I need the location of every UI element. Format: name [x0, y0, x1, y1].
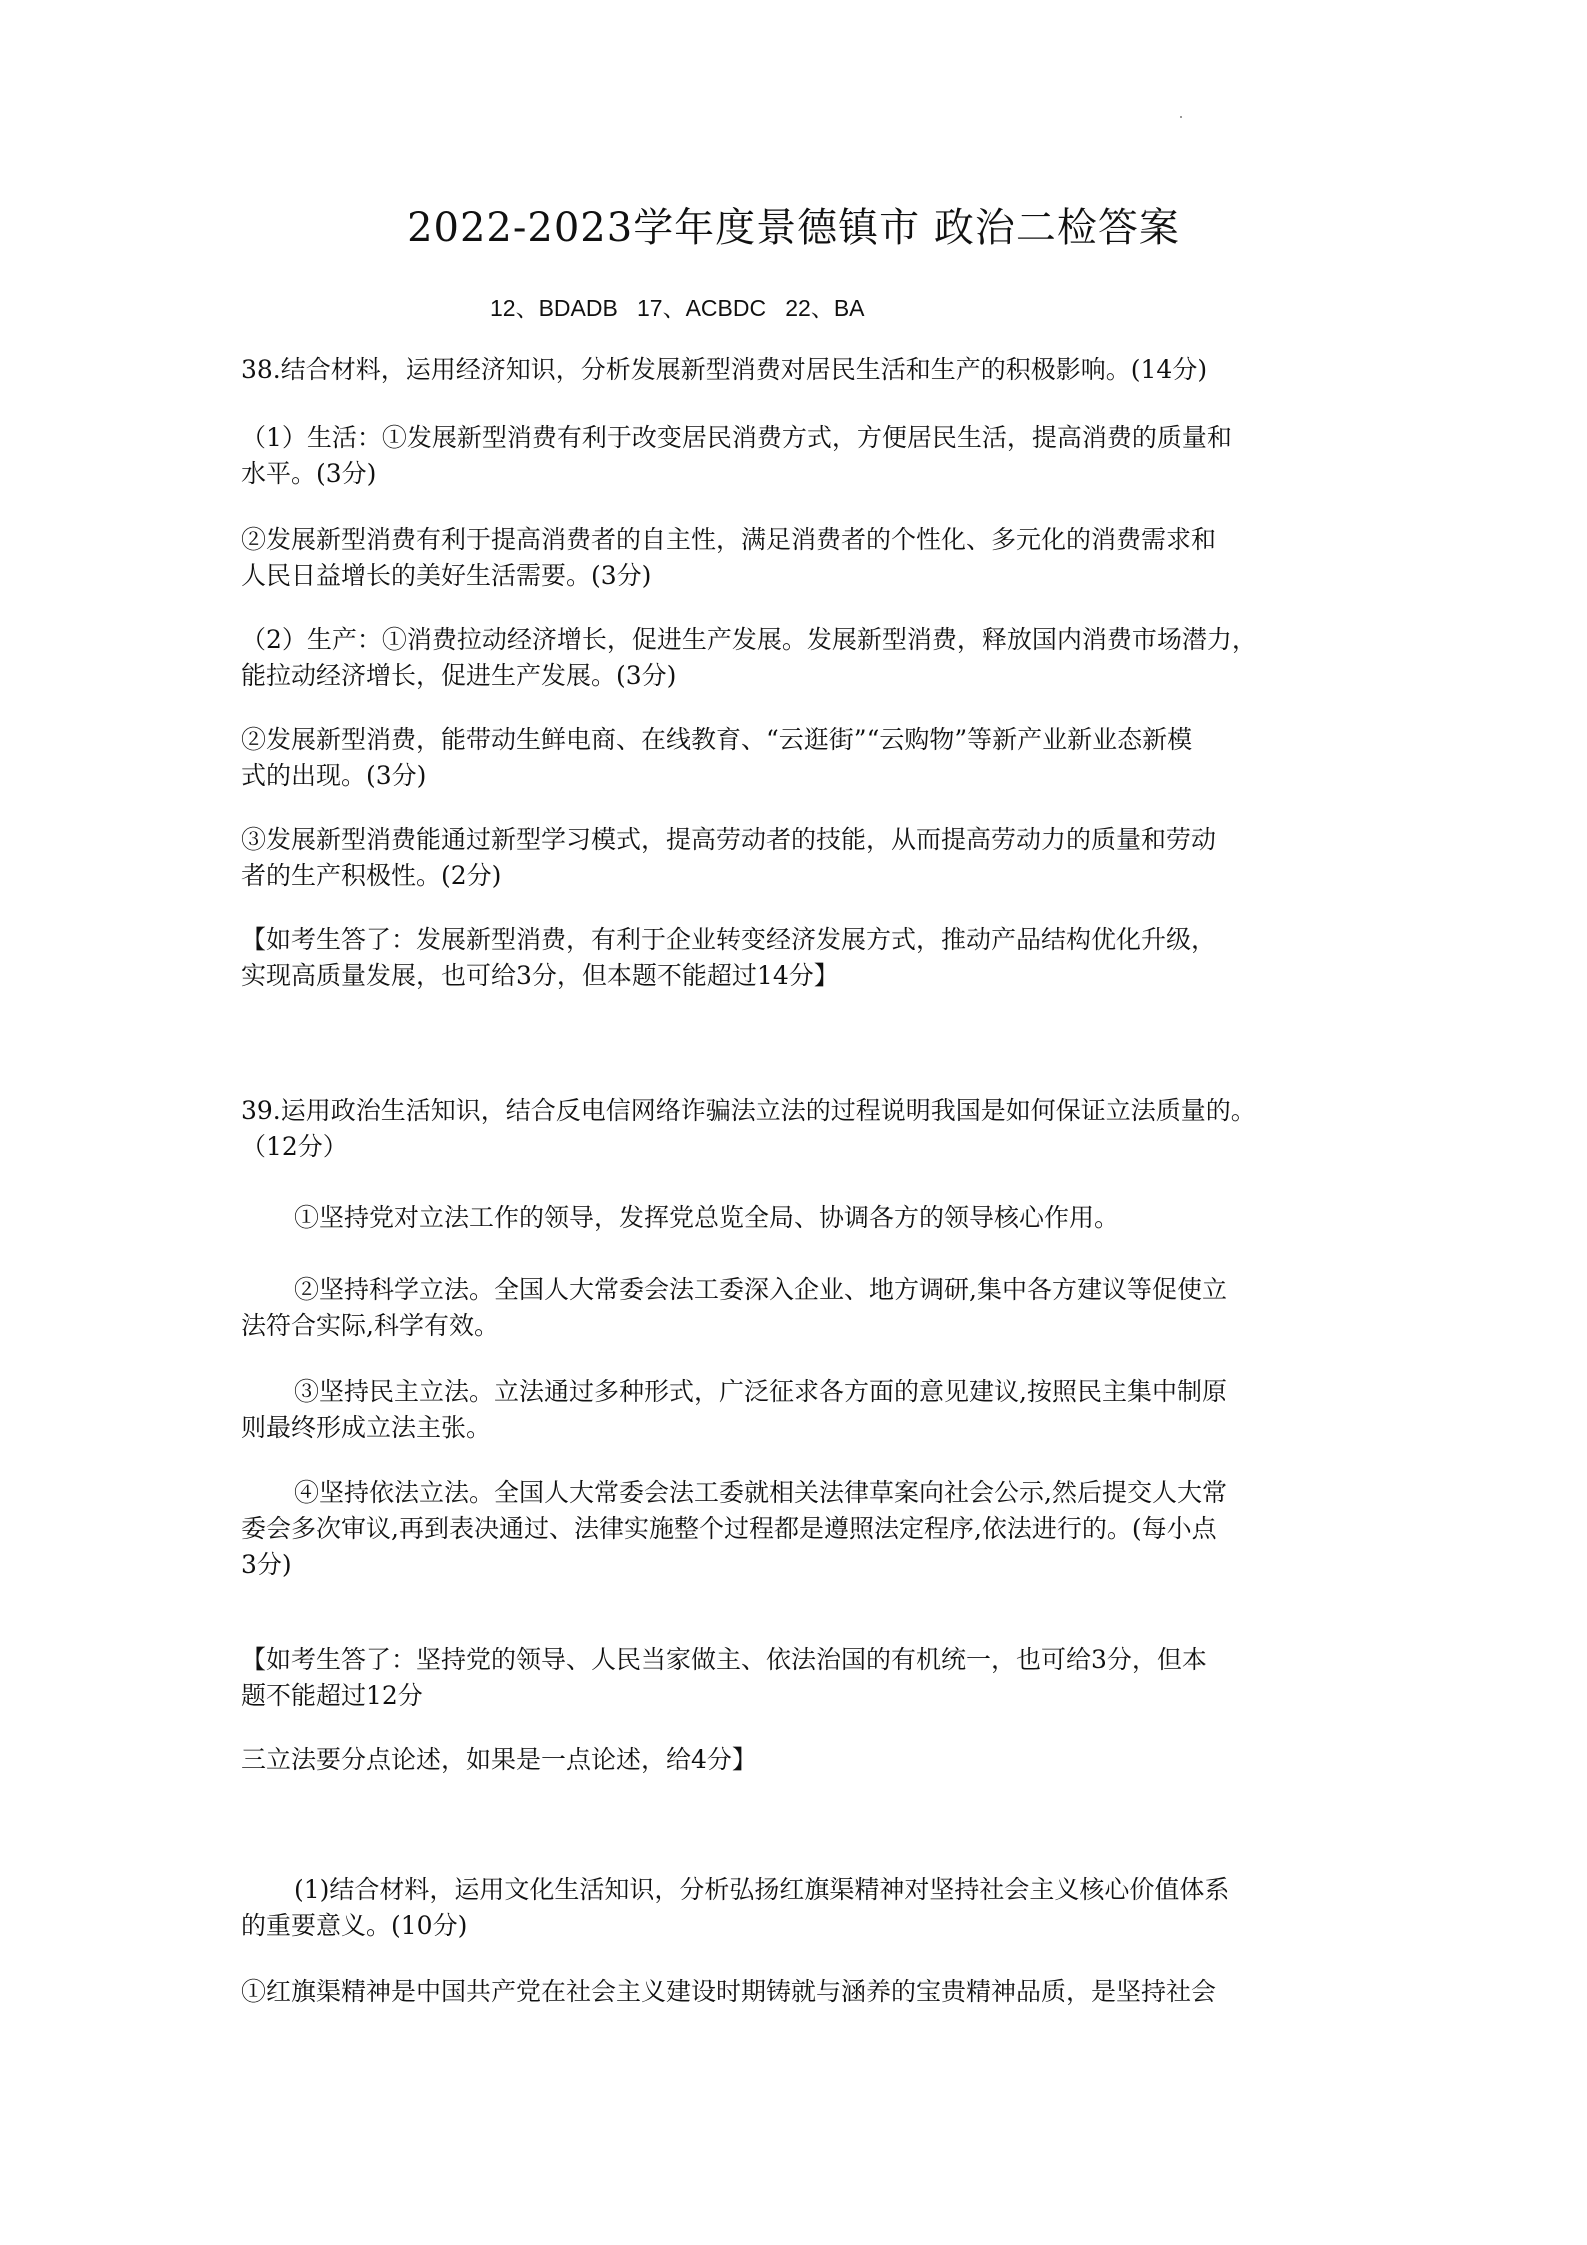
q39-answer-3-line2: 则最终形成立法主张。: [241, 1413, 492, 1442]
multiple-choice-answers: 12、BDADB 17、ACBDC 22、BA: [490, 295, 865, 321]
q39-question: [241, 1093, 1359, 1165]
q38-answer-production-3-line1: ③发展新型消费能通过新型学习模式，提高劳动者的技能，从而提高劳动力的质量和劳动: [241, 825, 1217, 854]
q39-answer-3-line1: ③坚持民主立法。立法通过多种形式，广泛征求各方面的意见建议,按照民主集中制原: [294, 1377, 1227, 1406]
q38-answer-life-2: [241, 522, 1359, 594]
q38-answer-production-1-line1: （2）生产：①消费拉动经济增长，促进生产发展。发展新型消费，释放国内消费市场潜力，: [241, 625, 1257, 654]
q39-grading-note-extra: 三立法要分点论述，如果是一点论述，给4分】: [241, 1745, 757, 1774]
q39-question-line2: （12分）: [241, 1132, 348, 1161]
q40-question-line2: 的重要意义。(10分): [241, 1911, 468, 1940]
q39-grading-note-line1: 【如考生答了：坚持党的领导、人民当家做主、依法治国的有机统一，也可给3分，但本: [241, 1645, 1207, 1674]
q38-answer-life-2-line1: ②发展新型消费有利于提高消费者的自主性，满足消费者的个性化、多元化的消费需求和: [241, 525, 1217, 554]
q38-answer-life-1-line2: 水平。(3分): [241, 459, 377, 488]
q39-answer-1: ①坚持党对立法工作的领导，发挥党总览全局、协调各方的领导核心作用。: [294, 1203, 1120, 1232]
q38-grading-note-line2: 实现高质量发展，也可给3分，但本题不能超过14分】: [241, 961, 839, 990]
q39-answer-4: [241, 1475, 1359, 1583]
q39-answer-3: [241, 1374, 1359, 1446]
scan-speck: [1180, 116, 1182, 118]
q39-answer-2-line2: 法符合实际,科学有效。: [241, 1311, 499, 1340]
q38-answer-production-1: [241, 622, 1359, 694]
q39-answer-4-line2: 委会多次审议,再到表决通过、法律实施整个过程都是遵照法定程序,依法进行的。(每小点: [241, 1514, 1217, 1543]
q38-answer-life-1-line1: （1）生活：①发展新型消费有利于改变居民消费方式，方便居民生活，提高消费的质量和: [241, 423, 1232, 452]
q40-question-line1: (1)结合材料，运用文化生活知识，分析弘扬红旗渠精神对坚持社会主义核心价值体系: [294, 1875, 1230, 1904]
q38-answer-life-2-line2: 人民日益增长的美好生活需要。(3分): [241, 561, 652, 590]
q39-answer-4-line3: 3分): [241, 1550, 292, 1579]
q38-answer-production-3-line2: 者的生产积极性。(2分): [241, 861, 502, 890]
q40-answer-1: ①红旗渠精神是中国共产党在社会主义建设时期铸就与涵养的宝贵精神品质，是坚持社会: [241, 1977, 1217, 2006]
q39-answer-4-line1: ④坚持依法立法。全国人大常委会法工委就相关法律草案向社会公示,然后提交人大常: [294, 1478, 1227, 1507]
q39-answer-2: [241, 1272, 1359, 1344]
q38-answer-production-2: [241, 722, 1359, 794]
q38-grading-note-line1: 【如考生答了：发展新型消费，有利于企业转变经济发展方式，推动产品结构优化升级，: [241, 925, 1217, 954]
q38-question: 38.结合材料，运用经济知识，分析发展新型消费对居民生活和生产的积极影响。(14分): [241, 355, 1208, 384]
q40-question: [241, 1872, 1359, 1944]
q38-answer-production-2-line2: 式的出现。(3分): [241, 761, 427, 790]
q39-answer-2-line1: ②坚持科学立法。全国人大常委会法工委深入企业、地方调研,集中各方建议等促使立: [294, 1275, 1227, 1304]
q38-answer-production-3: [241, 822, 1359, 894]
q38-answer-production-1-line2: 能拉动经济增长，促进生产发展。(3分): [241, 661, 677, 690]
q39-question-line1: 39.运用政治生活知识，结合反电信网络诈骗法立法的过程说明我国是如何保证立法质量的。: [241, 1096, 1256, 1125]
q38-grading-note: [241, 922, 1359, 994]
q39-grading-note-line2: 题不能超过12分: [241, 1681, 423, 1710]
q38-answer-production-2-line1: ②发展新型消费，能带动生鲜电商、在线教育、“云逛街”“云购物”等新产业新业态新模: [241, 725, 1193, 754]
q39-grading-note: [241, 1642, 1359, 1714]
q38-answer-life-1: [241, 420, 1359, 492]
page-title: 2022-2023学年度景德镇市 政治二检答案: [407, 205, 1180, 251]
